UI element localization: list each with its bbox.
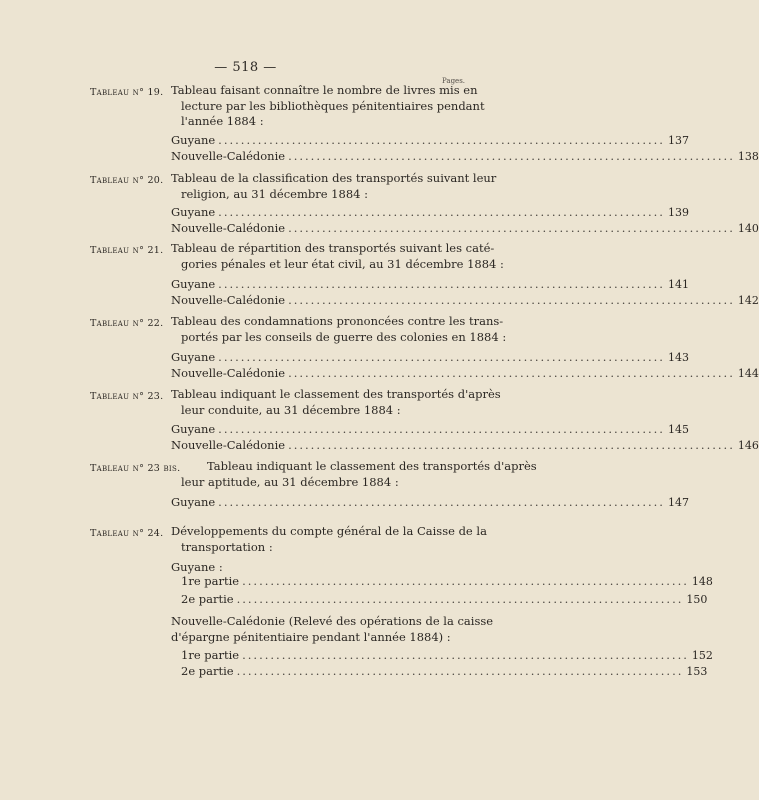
toc-item-guyane[interactable]: [171, 494, 689, 509]
section-nc-desc-line: d'épargne pénitentiaire pendant l'année 1884) :: [171, 630, 451, 644]
entry-label: Tableau n° 22.: [90, 318, 164, 329]
toc-item-guyane[interactable]: [171, 421, 689, 436]
toc-page-number: 153: [686, 665, 708, 678]
toc-item-guyane[interactable]: [171, 349, 689, 364]
pages-column-label: Pages.: [442, 77, 466, 85]
toc-item-guyane-partie-1[interactable]: [181, 573, 713, 588]
leader-dots: ...............................................................................: [288, 437, 735, 452]
entry-desc-line: l'année 1884 :: [181, 114, 264, 128]
toc-item-guyane[interactable]: [171, 132, 689, 147]
entry-desc-line: Tableau de la classification des transportés suivant leur: [171, 171, 497, 185]
toc-item-guyane[interactable]: [171, 204, 689, 219]
page-number: — 518 —: [214, 60, 277, 75]
entry-desc-line: leur aptitude, au 31 décembre 1884 :: [181, 475, 399, 489]
toc-item-label: 1re partie: [181, 647, 240, 662]
toc-item-guyane[interactable]: [171, 276, 689, 291]
leader-dots: ...............................................................................: [236, 663, 684, 678]
leader-dots: ...............................................................................: [288, 148, 735, 163]
entry-desc-line: Tableau de répartition des transportés suivant les caté-: [171, 241, 495, 255]
toc-item-label: Nouvelle-Calédonie: [171, 365, 286, 380]
toc-item-label: Guyane: [171, 276, 216, 291]
leader-dots: ...............................................................................: [236, 591, 684, 606]
leader-dots: ...............................................................................: [218, 349, 665, 364]
toc-item-nc-partie-1[interactable]: [181, 647, 713, 662]
toc-item-label: Guyane: [171, 204, 216, 219]
toc-page-number: 148: [691, 575, 713, 588]
entry-desc-line: Tableau faisant connaître le nombre de livres mis en: [171, 83, 478, 97]
toc-item-label: Nouvelle-Calédonie: [171, 437, 286, 452]
toc-page-number: 150: [686, 593, 708, 606]
leader-dots: ...............................................................................: [288, 292, 735, 307]
toc-item-label: Guyane: [171, 132, 216, 147]
toc-item-label: Guyane: [171, 421, 216, 436]
toc-page-number: 143: [667, 351, 689, 364]
toc-page-number: 141: [667, 278, 689, 291]
toc-item-nouvelle-caledonie[interactable]: [171, 365, 759, 380]
toc-item-label: 1re partie: [181, 573, 240, 588]
entry-label: Tableau n° 24.: [90, 528, 164, 539]
toc-page-number: 140: [737, 222, 759, 235]
entry-desc-line: lecture par les bibliothèques pénitentiaires pendant: [181, 99, 485, 113]
leader-dots: ...............................................................................: [218, 494, 665, 509]
entry-label: Tableau n° 23 bis.: [90, 463, 181, 474]
toc-item-nouvelle-caledonie[interactable]: [171, 437, 759, 452]
entry-desc-line: gories pénales et leur état civil, au 31 décembre 1884 :: [181, 257, 504, 271]
leader-dots: ...............................................................................: [242, 573, 689, 588]
toc-page-number: 146: [737, 439, 759, 452]
toc-page-number: 139: [667, 206, 689, 219]
leader-dots: ...............................................................................: [218, 204, 665, 219]
toc-page-number: 145: [667, 423, 689, 436]
toc-page-number: 142: [737, 294, 759, 307]
toc-item-label: 2e partie: [181, 663, 234, 678]
entry-desc-line: transportation :: [181, 540, 273, 554]
toc-page-number: 144: [737, 367, 759, 380]
section-nc-desc-line: Nouvelle-Calédonie (Relevé des opérations de la caisse: [171, 614, 494, 628]
toc-item-label: Nouvelle-Calédonie: [171, 220, 286, 235]
toc-item-label: 2e partie: [181, 591, 234, 606]
leader-dots: ...............................................................................: [288, 220, 735, 235]
toc-item-label: Guyane: [171, 349, 216, 364]
toc-item-nouvelle-caledonie[interactable]: [171, 148, 759, 163]
toc-item-label: Nouvelle-Calédonie: [171, 292, 286, 307]
toc-item-guyane-partie-2[interactable]: [181, 591, 708, 606]
toc-page-number: 137: [667, 134, 689, 147]
toc-page-number: 138: [737, 150, 759, 163]
section-guyane-heading: Guyane :: [171, 560, 223, 574]
leader-dots: ...............................................................................: [288, 365, 735, 380]
toc-page-number: 152: [691, 649, 713, 662]
entry-label: Tableau n° 19.: [90, 87, 164, 98]
toc-item-nouvelle-caledonie[interactable]: [171, 220, 759, 235]
leader-dots: ...............................................................................: [218, 421, 665, 436]
leader-dots: ...............................................................................: [218, 132, 665, 147]
entry-desc-line: portés par les conseils de guerre des colonies en 1884 :: [181, 330, 507, 344]
entry-label: Tableau n° 21.: [90, 245, 164, 256]
entry-label: Tableau n° 23.: [90, 391, 164, 402]
entry-desc-line: Tableau indiquant le classement des transportés d'après: [207, 459, 537, 473]
entry-desc-line: leur conduite, au 31 décembre 1884 :: [181, 403, 401, 417]
entry-desc-line: religion, au 31 décembre 1884 :: [181, 187, 368, 201]
leader-dots: ...............................................................................: [218, 276, 665, 291]
toc-item-nouvelle-caledonie[interactable]: [171, 292, 759, 307]
toc-item-label: Nouvelle-Calédonie: [171, 148, 286, 163]
leader-dots: ...............................................................................: [242, 647, 689, 662]
entry-desc-line: Développements du compte général de la Caisse de la: [171, 524, 487, 538]
toc-page-number: 147: [667, 496, 689, 509]
entry-desc-line: Tableau indiquant le classement des transportés d'après: [171, 387, 501, 401]
entry-label: Tableau n° 20.: [90, 175, 164, 186]
toc-item-label: Guyane: [171, 494, 216, 509]
entry-desc-line: Tableau des condamnations prononcées contre les trans-: [171, 314, 504, 328]
toc-item-nc-partie-2[interactable]: [181, 663, 708, 678]
